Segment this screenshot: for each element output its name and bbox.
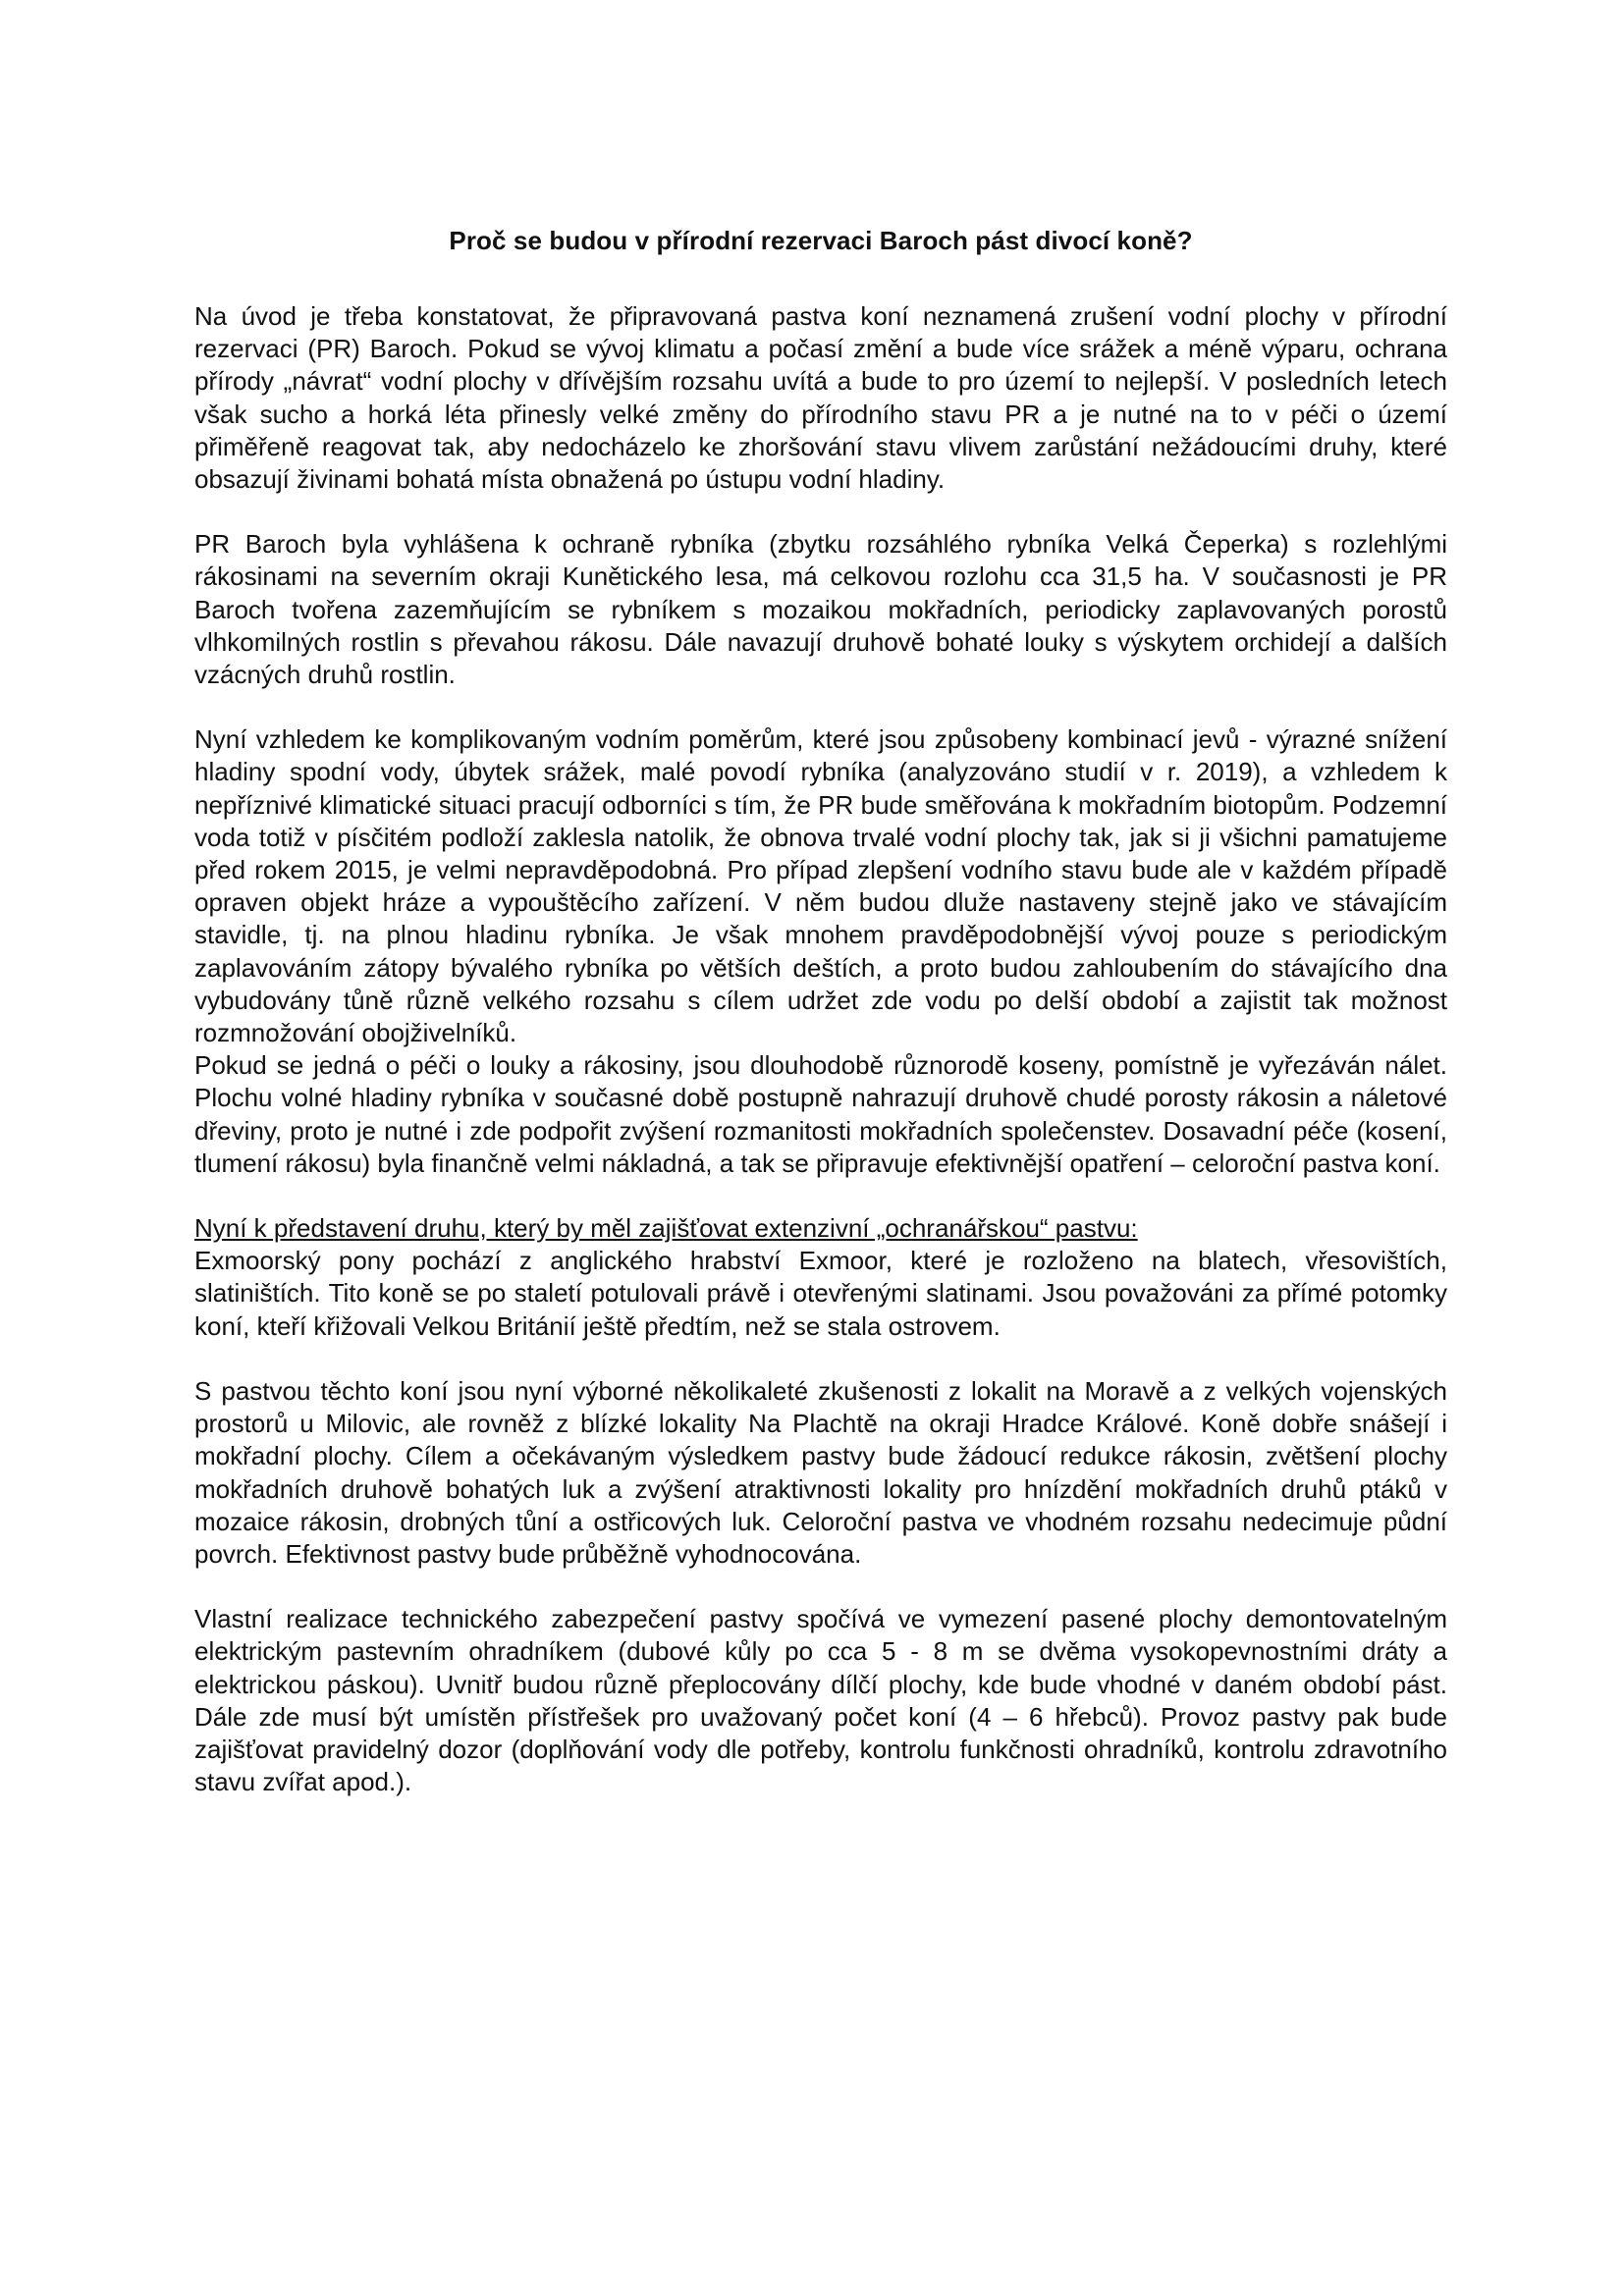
paragraph-reserve-description: PR Baroch byla vyhlášena k ochraně rybníka (zbytku rozsáhlého rybníka Velká Čeperka) s rozlehlými rákosinami na severním okraji Kunětického lesa, má celkovou rozlohu cca 31,5 ha. V současnosti je PR Baroch tvořena zazemňujícím se rybníkem s mozaikou mokřadních, periodicky zaplavovaných porostů vlhkomilných rostlin s převahou rákosu. Dále navazují druhově bohaté louky s výskytem orchidejí a dalších vzácných druhů rostlin.: [194, 529, 1447, 690]
document-title: Proč se budou v přírodní rezervaci Baroch pást divocí koně?: [449, 226, 1193, 255]
paragraph-exmoor-pony: Exmoorský pony pochází z anglického hrabství Exmoor, které je rozloženo na blatech, vřesovištích, slatiništích. Tito koně se po staletí potulovali právě i otevřenými slatinami. Jsou považováni za přímé potomky koní, kteří křižovali Velkou Británií ještě předtím, než se stala ostrovem.: [194, 1246, 1447, 1341]
paragraph-meadow-care: Pokud se jedná o péči o louky a rákosiny, jsou dlouhodobě různorodě koseny, pomístně je vyřezáván nálet. Plochu volné hladiny rybníka v současné době postupně nahrazují druhově chudé porosty rákosin a náletové dřeviny, proto je nutné i zde podpořit zvýšení rozmanitosti mokřadních společenstev. Dosavadní péče (kosení, tlumení rákosu) byla finančně velmi nákladná, a tak se připravuje efektivnější opatření – celoroční pastva koní.: [194, 1050, 1447, 1178]
document-body: [194, 224, 1447, 1798]
section-heading-breed: Nyní k představení druhu, který by měl zajišťovat extenzivní „ochranářskou“ pastvu:: [194, 1213, 1138, 1244]
paragraph-grazing-experience: S pastvou těchto koní jsou nyní výborné několikaleté zkušenosti z lokalit na Moravě a z velkých vojenských prostorů u Milovic, ale rovněž z blízké lokality Na Plachtě na okraji Hradce Králové. Koně dobře snášejí i mokřadní plochy. Cílem a očekávaným výsledkem pastvy bude žádoucí redukce rákosin, zvětšení plochy mokřadních druhově bohatých luk a zvýšení atraktivnosti lokality pro hnízdění mokřadních druhů ptáků v mozaice rákosin, drobných tůní a ostřicových luk. Celoroční pastva ve vhodném rozsahu nedecimuje půdní povrch. Efektivnost pastvy bude průběžně vyhodnocována.: [194, 1375, 1447, 1569]
paragraph-water-conditions: Nyní vzhledem ke komplikovaným vodním poměrům, které jsou způsobeny kombinací jevů - výrazné snížení hladiny spodní vody, úbytek srážek, malé povodí rybníka (analyzováno studií v r. 2019), a vzhledem k nepříznivé klimatické situaci pracují odborníci s tím, že PR bude směřována k mokřadním biotopům. Podzemní voda totiž v písčitém podloží zaklesla natolik, že obnova trvalé vodní plochy tak, jak si ji všichni pamatujeme před rokem 2015, je velmi nepravděpodobná. Pro případ zlepšení vodního stavu bude ale v každém případě opraven objekt hráze a vypouštěcího zařízení. V něm budou dluže nastaveny stejně jako ve stávajícím stavidle, tj. na plnou hladinu rybníka. Je však mnohem pravděpodobnější vývoj pouze s periodickým zaplavováním zátopy bývalého rybníka po větších deštích, a proto budou zahloubením do stávajícího dna vybudovány tůně různě velkého rozsahu s cílem udržet zde vodu po delší období a zajistit tak možnost rozmnožování obojživelníků.: [194, 724, 1447, 1048]
paragraph-intro: Na úvod je třeba konstatovat, že připravovaná pastva koní neznamená zrušení vodní plochy v přírodní rezervaci (PR) Baroch. Pokud se vývoj klimatu a počasí změní a bude více srážek a méně výparu, ochrana přírody „návrat“ vodní plochy v dřívějším rozsahu uvítá a bude to pro území to nejlepší. V posledních letech však sucho a horká léta přinesly velké změny do přírodního stavu PR a je nutné na to v péči o území přiměřeně reagovat tak, aby nedocházelo ke zhoršování stavu vlivem zarůstání nežádoucími druhy, které obsazují živinami bohatá místa obnažená po ústupu vodní hladiny.: [194, 301, 1447, 495]
paragraph-technical-implementation: Vlastní realizace technického zabezpečení pastvy spočívá ve vymezení pasené plochy demontovatelným elektrickým pastevním ohradníkem (dubové kůly po cca 5 - 8 m se dvěma vysokopevnostními dráty a elektrickou páskou). Uvnitř budou různě přeplocovány dílčí plochy, kde bude vhodné v daném období pást. Dále zde musí být umístěn přístřešek pro uvažovaný počet koní (4 – 6 hřebců). Provoz pastvy pak bude zajišťovat pravidelný dozor (doplňování vody dle potřeby, kontrolu funkčnosti ohradníků, kontrolu zdravotního stavu zvířat apod.).: [194, 1604, 1447, 1797]
